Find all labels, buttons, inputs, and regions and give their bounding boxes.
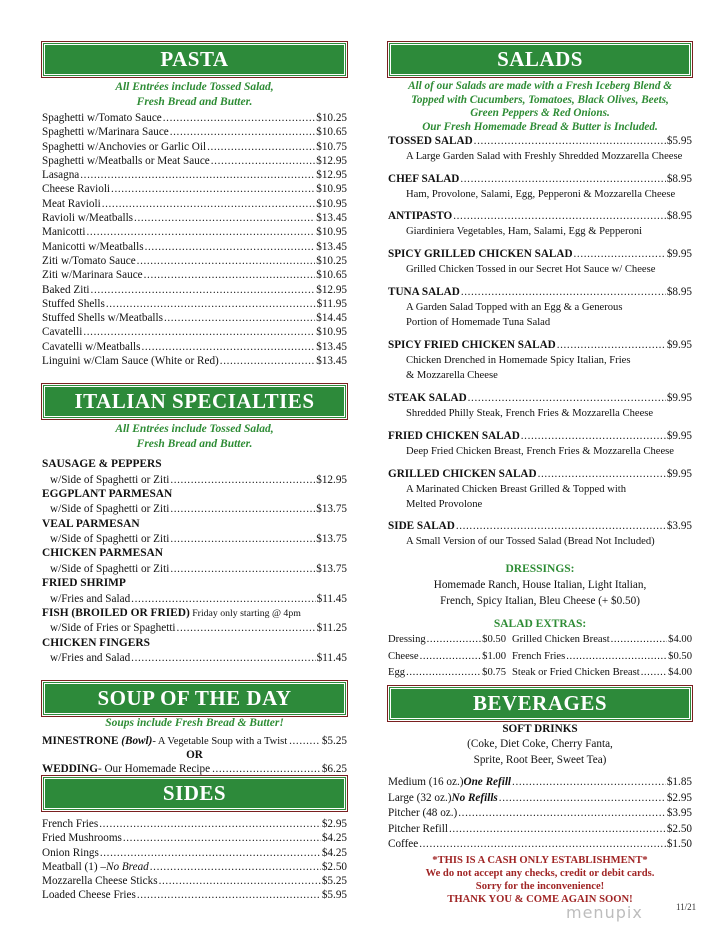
specialty-option: w/Side of Fries or Spaghetti ..... $11.25 — [42, 621, 347, 635]
pasta-item — [42, 168, 347, 182]
extras-list — [388, 632, 692, 682]
specialty-price: $11.25 — [316, 622, 347, 635]
pasta-item-name: Ziti w/Marinara Sauce — [42, 269, 143, 282]
soup-minestrone: MINESTRONE (Bowl) - A Vegetable Soup with a Twist ..... $5.25 — [42, 734, 347, 749]
side-item: Meatball (1) – No Bread ..... $2.50 — [42, 860, 347, 874]
pasta-item-name: Spaghetti w/Marinara Sauce — [42, 126, 169, 139]
extra-item — [512, 632, 692, 649]
pasta-item-name: Meat Ravioli — [42, 197, 101, 210]
beverage-item: Medium (16 oz.) One Refill ..... $1.85 — [388, 775, 692, 791]
salad-price: $9.95 — [666, 430, 692, 442]
pasta-item — [42, 182, 347, 196]
watermark: menupix — [566, 903, 643, 922]
side-item — [42, 831, 347, 845]
extra-item — [388, 632, 506, 649]
beverage-item-price: $2.50 — [666, 822, 692, 835]
pasta-item-price: $12.95 — [316, 169, 347, 182]
pasta-item-price: $10.75 — [316, 140, 347, 153]
specialty-name: EGGPLANT PARMESAN — [42, 487, 173, 500]
pasta-item-name: Linguini w/Clam Sauce (White or Red) — [42, 355, 219, 368]
sides-list — [42, 817, 347, 903]
side-item-name: Onion Rings — [42, 846, 99, 859]
extra-item-name: Egg — [388, 667, 406, 678]
specialty-price: $12.95 — [316, 473, 347, 486]
pasta-item-name: Stuffed Shells w/Meatballs — [42, 312, 163, 325]
salad-price: $8.95 — [666, 286, 692, 298]
salad-price: $9.95 — [666, 339, 692, 351]
soup-wedding: WEDDING - Our Homemade Recipe ..... $6.25 — [42, 762, 347, 776]
extra-item-price: $0.75 — [482, 667, 506, 678]
beverage-item-name: Pitcher Refill — [388, 822, 448, 835]
pasta-item-price: $10.95 — [316, 183, 347, 196]
pasta-item — [42, 283, 347, 297]
side-item-price: $5.95 — [321, 889, 347, 902]
salad-item — [388, 285, 692, 330]
specialty-option: w/Fries and Salad ..... $11.45 — [42, 592, 347, 606]
pasta-item-name: Spaghetti w/Meatballs or Meat Sauce — [42, 154, 210, 167]
beverage-item — [388, 837, 692, 853]
salad-name: SIDE SALAD — [388, 520, 455, 532]
beverage-item-name: Medium (16 oz.) — [388, 776, 464, 788]
salads-banner: SALADS — [388, 42, 692, 77]
pasta-item-name: Stuffed Shells — [42, 297, 105, 310]
salad-item — [388, 467, 692, 512]
pasta-item-price: $13.45 — [316, 355, 347, 368]
specialty-name: CHICKEN PARMESAN — [42, 547, 163, 560]
pasta-item — [42, 311, 347, 325]
pasta-item — [42, 111, 347, 125]
beverage-item-price: $1.50 — [666, 838, 692, 850]
beverage-item-name: Pitcher (48 oz.) — [388, 807, 458, 819]
pasta-item — [42, 354, 347, 368]
salad-item — [388, 519, 692, 549]
salad-desc: A Garden Salad Topped with an Egg & a Generous — [406, 302, 623, 313]
specialty-option: w/Side of Spaghetti or Ziti ..... $13.75 — [42, 562, 347, 576]
pasta-item-price: $10.95 — [316, 326, 347, 339]
specialty-price: $13.75 — [316, 533, 347, 546]
salad-price: $8.95 — [666, 173, 692, 185]
salad-desc: Chicken Drenched in Homemade Spicy Italian, Fries — [406, 355, 631, 366]
pasta-list — [42, 111, 347, 368]
beverages-banner: BEVERAGES — [388, 686, 692, 721]
specialty-name: CHICKEN FINGERS — [42, 636, 150, 649]
beverage-item-name: Coffee — [388, 838, 419, 850]
salad-name: TUNA SALAD — [388, 286, 460, 298]
beverage-item — [388, 822, 692, 838]
pasta-item-price: $10.95 — [316, 226, 347, 239]
date-code: 11/21 — [676, 902, 697, 912]
beverage-item: Large (32 oz.) No Refills ..... $2.95 — [388, 791, 692, 807]
beverage-item-price: $1.85 — [666, 776, 692, 788]
salads-note: All of our Salads are made with a Fresh Iceberg Blend & Topped with Cucumbers, Tomatoes, Black Olives, Beets, Green Peppers & Red Onions. Our Fresh Homemade Bread & Butter is Included. — [408, 80, 672, 133]
pasta-item — [42, 125, 347, 139]
extra-item-price: $4.00 — [668, 634, 692, 645]
pasta-item-price: $14.45 — [316, 312, 347, 325]
pasta-item-name: Manicotti w/Meatballs — [42, 240, 144, 253]
side-item-price: $4.25 — [321, 832, 347, 845]
extra-item-price: $1.00 — [482, 650, 506, 662]
specialty-price: $11.45 — [316, 592, 347, 605]
salad-name: SPICY GRILLED CHICKEN SALAD — [388, 248, 573, 260]
salad-desc: A Small Version of our Tossed Salad (Bread Not Included) — [406, 536, 655, 547]
extra-item — [512, 665, 692, 682]
pasta-item — [42, 225, 347, 239]
salad-desc: Grilled Chicken Tossed in our Secret Hot Sauce w/ Cheese — [406, 264, 656, 275]
pasta-item — [42, 154, 347, 168]
specialty-name: FRIED SHRIMP — [42, 577, 126, 590]
salad-price: $9.95 — [666, 468, 692, 480]
pasta-item — [42, 268, 347, 282]
side-item — [42, 874, 347, 888]
salad-item — [388, 209, 692, 239]
salad-item — [388, 172, 692, 202]
side-item-price: $2.95 — [321, 818, 347, 830]
extra-item-name: Cheese — [388, 650, 419, 662]
side-item-name: Loaded Cheese Fries — [42, 889, 136, 902]
pasta-item-price: $10.65 — [316, 126, 347, 139]
pasta-item-price: $10.65 — [316, 269, 347, 282]
extra-item-price: $4.00 — [668, 667, 692, 678]
pasta-item — [42, 140, 347, 154]
salad-desc: Ham, Provolone, Salami, Egg, Pepperoni & Mozzarella Cheese — [406, 189, 676, 200]
pasta-item-name: Lasagna — [42, 169, 80, 182]
salad-desc: Giardiniera Vegetables, Ham, Salami, Egg & Pepperoni — [406, 226, 643, 237]
side-item-name: Fried Mushrooms — [42, 832, 122, 845]
side-item — [42, 817, 347, 831]
specialty-option: w/Side of Spaghetti or Ziti ..... $13.75 — [42, 502, 347, 516]
italian-list — [42, 457, 347, 666]
soup-note: Soups include Fresh Bread & Butter! — [105, 717, 284, 729]
side-item-name: French Fries — [42, 818, 99, 830]
salad-desc: A Marinated Chicken Breast Grilled & Topped with — [406, 484, 627, 495]
specialty-option: w/Fries and Salad ..... $11.45 — [42, 651, 347, 665]
pasta-item-name: Spaghetti w/Anchovies or Garlic Oil — [42, 140, 207, 153]
salad-price: $8.95 — [666, 210, 692, 222]
extra-item-name: Steak or Fried Chicken Breast — [512, 667, 640, 678]
beverage-item — [388, 806, 692, 822]
soup-list — [42, 734, 347, 776]
extra-item — [388, 665, 506, 682]
pasta-item — [42, 240, 347, 254]
salad-price: $3.95 — [666, 520, 692, 532]
salad-desc: Melted Provolone — [406, 499, 483, 511]
pasta-item-name: Spaghetti w/Tomato Sauce — [42, 112, 162, 124]
salad-desc: Portion of Homemade Tuna Salad — [406, 317, 551, 329]
side-item-name: Meatball (1) – — [42, 860, 106, 873]
side-item — [42, 888, 347, 902]
extra-item-name: Dressing — [388, 634, 426, 645]
salad-item — [388, 391, 692, 421]
soft-drinks-title: SOFT DRINKS — [502, 723, 578, 735]
salad-price: $9.95 — [666, 248, 692, 260]
salad-name: GRILLED CHICKEN SALAD — [388, 468, 537, 480]
soup-or: OR — [186, 749, 203, 761]
salad-item — [388, 429, 692, 459]
salad-price: $5.95 — [666, 135, 692, 147]
specialty-option: w/Side of Spaghetti or Ziti ..... $12.95 — [42, 473, 347, 487]
pasta-item — [42, 325, 347, 339]
italian-note: All Entrées include Tossed Salad, Fresh Bread and Butter. — [115, 423, 274, 450]
beverages-list — [388, 775, 692, 853]
pasta-item-name: Cavatelli — [42, 326, 83, 339]
extra-item — [388, 649, 506, 666]
specialty-name: FISH (BROILED OR FRIED) Friday only starting @ 4pm — [42, 606, 301, 619]
pasta-item-price: $12.95 — [316, 283, 347, 296]
specialty-name: SAUSAGE & PEPPERS — [42, 458, 162, 470]
salad-desc: Shredded Philly Steak, French Fries & Mozzarella Cheese — [406, 408, 654, 419]
salad-desc: A Large Garden Salad with Freshly Shredded Mozzarella Cheese — [406, 151, 683, 162]
salad-desc: & Mozzarella Cheese — [406, 370, 498, 382]
pasta-item-name: Ravioli w/Meatballs — [42, 212, 134, 225]
pasta-note: All Entrées include Tossed Salad, Fresh Bread and Butter. — [115, 81, 274, 108]
salad-name: CHEF SALAD — [388, 173, 460, 185]
pasta-item — [42, 297, 347, 311]
specialty-name: VEAL PARMESAN — [42, 517, 140, 530]
extra-item-name: French Fries — [512, 650, 566, 662]
side-item-name: Mozzarella Cheese Sticks — [42, 875, 158, 888]
beverage-item-price: $3.95 — [666, 807, 692, 819]
specialty-price: $13.75 — [316, 562, 347, 575]
side-item-price: $4.25 — [321, 846, 347, 859]
specialty-price: $11.45 — [316, 652, 347, 665]
specialty-price: $13.75 — [316, 503, 347, 516]
side-item-price: $2.50 — [321, 860, 347, 873]
pasta-item-price: $13.45 — [316, 340, 347, 353]
salad-name: STEAK SALAD — [388, 392, 467, 404]
sides-banner: SIDES — [42, 776, 347, 811]
pasta-item-name: Baked Ziti — [42, 283, 90, 296]
salad-desc: Deep Fried Chicken Breast, French Fries & Mozzarella Cheese — [406, 446, 674, 457]
salad-item — [388, 247, 692, 277]
extra-item-price: $0.50 — [668, 650, 692, 662]
salad-name: FRIED CHICKEN SALAD — [388, 430, 520, 442]
pasta-item-price: $13.45 — [316, 212, 347, 225]
pasta-item-name: Cavatelli w/Meatballs — [42, 340, 141, 353]
salad-price: $9.95 — [666, 392, 692, 404]
specialty-option: w/Side of Spaghetti or Ziti ..... $13.75 — [42, 532, 347, 546]
soup-banner: SOUP OF THE DAY — [42, 681, 347, 716]
dressings-title: DRESSINGS: — [505, 563, 575, 575]
salad-name: ANTIPASTO — [388, 210, 453, 222]
pasta-item-name: Cheese Ravioli — [42, 183, 111, 196]
beverage-item-name: Large (32 oz.) — [388, 791, 452, 804]
pasta-banner: PASTA — [42, 42, 347, 77]
side-item-price: $5.25 — [321, 875, 347, 888]
pasta-item-price: $10.25 — [316, 254, 347, 267]
extra-item-name: Grilled Chicken Breast — [512, 634, 610, 645]
salad-item — [388, 338, 692, 383]
side-item — [42, 846, 347, 860]
salad-name: TOSSED SALAD — [388, 135, 473, 147]
pasta-item-price: $10.95 — [316, 197, 347, 210]
extras-title: SALAD EXTRAS: — [493, 618, 587, 630]
pasta-item-price: $12.95 — [316, 154, 347, 167]
dressings-list: Homemade Ranch, House Italian, Light Italian, French, Spicy Italian, Bleu Cheese (+ $0.50) — [433, 579, 647, 607]
beverage-item-price: $2.95 — [666, 791, 692, 804]
extra-item-price: $0.50 — [482, 634, 506, 645]
pasta-item-price: $11.95 — [316, 297, 347, 310]
pasta-item-name: Ziti w/Tomato Sauce — [42, 254, 136, 267]
extra-item — [512, 649, 692, 666]
salad-item — [388, 134, 692, 164]
pasta-item — [42, 254, 347, 268]
pasta-item-price: $10.25 — [316, 112, 347, 124]
pasta-item — [42, 211, 347, 225]
cash-notice: *THIS IS A CASH ONLY ESTABLISHMENT* We do not accept any checks, credit or debit cards. Sorry for the inconvenience! THANK YOU & COME AGAIN SOON! — [425, 855, 655, 905]
pasta-item — [42, 197, 347, 211]
pasta-item-name: Manicotti — [42, 226, 86, 239]
italian-banner: ITALIAN SPECIALTIES — [42, 384, 347, 419]
pasta-item — [42, 340, 347, 354]
pasta-item-price: $13.45 — [316, 240, 347, 253]
soft-drinks-list: (Coke, Diet Coke, Cherry Fanta, Sprite, Root Beer, Sweet Tea) — [467, 738, 613, 766]
salad-name: SPICY FRIED CHICKEN SALAD — [388, 339, 556, 351]
